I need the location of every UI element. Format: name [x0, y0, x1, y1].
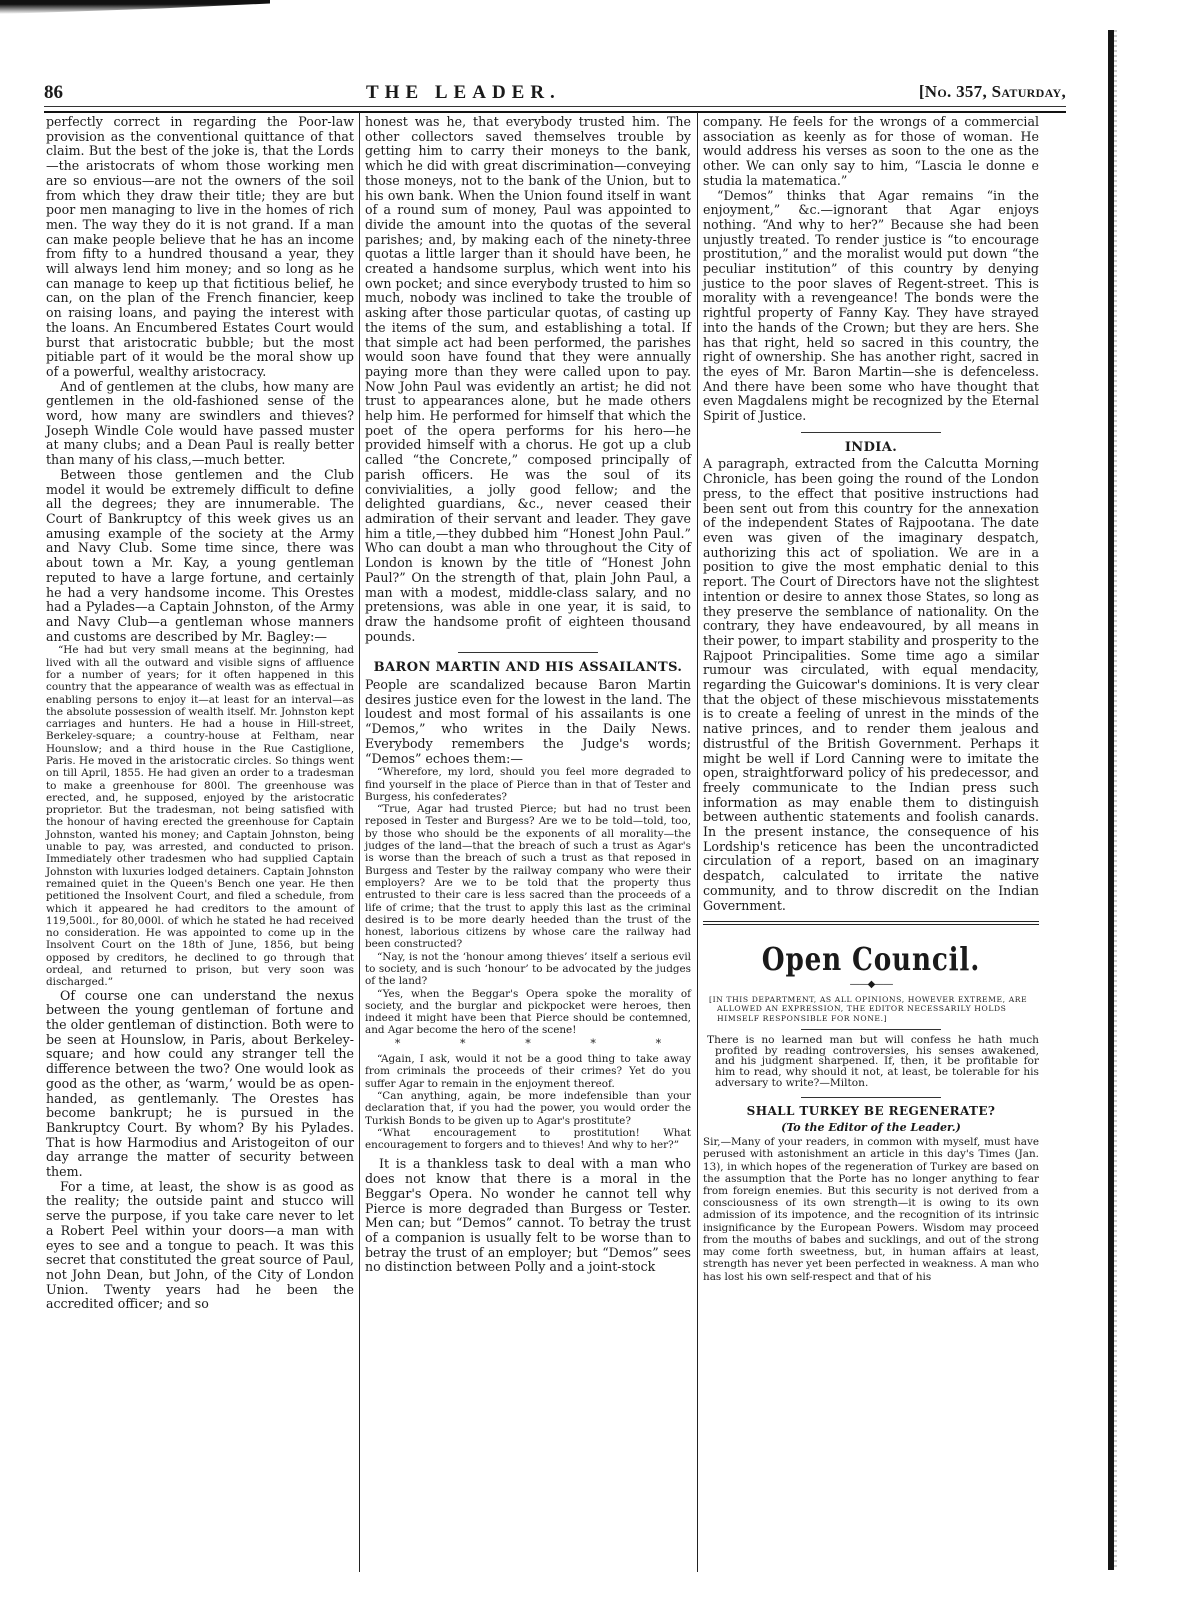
block-quote — [46, 644, 354, 988]
article-paragraph: “Demos” thinks that Agar remains “in the enjoyment,” &c.—ignorant that Agar enjoys nothing. “And why to her?” Because she had been unjustly treated. To render justice is “to encourage prostitution,” and the moralist would put down “the peculiar institution” of this country by denying justice to the poor slaves of Regent-street. This is morality with a revengeance! The bonds were the rightful property of Fanny Kay. They have strayed into the hands of the Crown; but they are hers. She has that right, held so sacred in this country, the right of ownership. She has another right, sacred in the eyes of Mr. Baron Martin—she is defenceless. And there have been some who have thought that even Magdalens might be recognized by the Eternal Spirit of Justice. — [703, 187, 1039, 424]
article-paragraph: Of course one can understand the nexus between the young gentleman of fortune and the older gentleman of distinction. Both were to be seen at Hounslow, in Paris, about Berkeley-square; and how could any stranger tell the difference between the two? One would look as good as the other, as ‘warm,’ would be as open-handed, as gentlemanly. The Orestes has become bankrupt; he is pursued in the Bankruptcy Court. By whom? By his Pylades. That is how Harmodius and Aristogeiton of our day arrange the matter of security between them. — [46, 987, 354, 1180]
quote-paragraph: “He had but very small means at the beginning, had lived with all the outward and visible signs of affluence for a number of years; for it often happened in this country that the appearance of wealth was as effectual in enabling persons to enjoy it—at least for an interval—as the absolute possession of wealth itself. Mr. Johnston kept carriages and hunters. He had a house in Hill-street, Berkeley-square; a country-house at Feltham, near Hounslow; and a third house in the Rue Castiglione, Paris. He moved in the aristocratic circles. So things went on till April, 1855. He had given an order to a tradesman to make a greenhouse for 800l. The greenhouse was erected, and, he supposed, enjoyed by the aristocratic proprietor. But the tradesman, not being satisfied with the honour of having erected the greenhouse for Captain Johnston, wanted his money; and Captain Johnston, being unable to pay, was arrested, and conducted to prison. Immediately other tradesmen who had supplied Captain Johnston with luxuries lodged detainers. Captain Johnston remained quiet in the Queen's Bench one year. He then petitioned the Insolvent Court, and filed a schedule, from which it appeared he had creditors to the amount of 119,500l., for 80,000l. of which he stated he had received no consideration. He was appointed to come up in the Insolvent Court on the 18th of June, 1856, but being opposed by creditors, he declined to go through that ordeal, and returned to prison, but very soon was discharged.” — [46, 644, 354, 989]
section-rule — [458, 652, 598, 653]
column-divider — [697, 112, 698, 1572]
quote-paragraph: “Yes, when the Beggar's Opera spoke the morality of society, and the burglar and pickpocket were heroes, then indeed it might have been that Pierce should be contemned, and Agar become the hero of the scene! — [365, 987, 691, 1037]
section-intro: People are scandalized because Baron Martin desires justice even for the lowest in the land. The loudest and most formal of his assailants is one “Demos,” who writes in the Daily News. Everybody remembers the Judge's words; “Demos” echoes them:— — [365, 677, 691, 766]
ornament-divider: ——◆—— — [849, 979, 893, 991]
article-paragraph: For a time, at least, the show is as good as the reality; the outside paint and stucco will serve the purpose, if you take care never to let a Robert Peel within your doors—a man with eyes to see and a tongue to peach. It was this secret that constituted the great source of Paul, not John Dean, but John, of the City of London Union. Twenty years had he been the accredited officer; and so — [46, 1178, 354, 1312]
open-council-title: Open Council. — [761, 940, 981, 979]
column-divider — [359, 112, 360, 1572]
quote-paragraph: “Wherefore, my lord, should you feel more degraded to find yourself in the place of Pierce than in that of Tester and Burgess, his confederates? — [365, 766, 691, 803]
block-quote — [365, 766, 691, 1151]
section-rule — [801, 432, 941, 433]
quote-paragraph: “What encouragement to prostitution! What encouragement to forgers and to thieves! And why to her?” — [365, 1126, 691, 1152]
quote-paragraph: “Nay, is not the ‘honour among thieves’ itself a serious evil to society, and is such ‘honour’ to be advocated by the judges of the land? — [365, 950, 691, 988]
letter-text: Sir,—Many of your readers, in common with myself, must have perused with astonishment an article in this day's Times (Jan. 13), in which hopes of the regeneration of Turkey are based on the assumption that the Porte has no longer anything to fear from foreign enemies. But this security is not derived from a consciousness of its own strength—it is owing to its own admission of its impotence, and the recognition of its intrinsic insignificance by the European Powers. Wisdom may proceed from the mouths of babes and sucklings, and out of the strong may come forth sweetness, but, in human affairs at least, strength has never yet been perfected in weakness. A man who has lost his own self-respect and that of his — [703, 1136, 1039, 1283]
quote-paragraph: “Again, I ask, would it not be a good thing to take away from criminals the proceeds of their crimes? Yet do you suffer Agar to remain in the enjoyment thereof. — [365, 1053, 691, 1090]
page-number: 86 — [44, 82, 63, 103]
section-rule — [801, 1029, 941, 1030]
column-2 — [365, 115, 691, 1275]
column-3 — [703, 115, 1039, 1283]
scan-artifact-corner — [0, 0, 270, 14]
masthead-rule — [44, 106, 1066, 113]
quote-paragraph: “True, Agar had trusted Pierce; but had no trust been reposed in Tester and Burgess? Are we to be told—told, too, by those who should be the exponents of all morality—the judges of the land—that the breach of such a trust as Agar's is worse than the breach of such a trust as that reposed in Burgess and Tester by the railway company who were their employers? Are we to be told that the property thus entrusted to their care is less sacred than the proceeds of a life of crime; that the trust to apply this last as the criminal desired is to be more dearly heeded than the trust of the honest, laborious citizens by whose care the railway had been constructed? — [365, 803, 691, 951]
scan-artifact-binding-shadow — [1114, 30, 1117, 1570]
section-double-rule — [703, 921, 1039, 925]
article-paragraph: company. He feels for the wrongs of a commercial association as keenly as for those of woman. He would address his verses as soon to the one as the other. We can only say to him, “Lascia le donne e studia la matematica.” — [703, 114, 1039, 188]
section-heading: BARON MARTIN AND HIS ASSAILANTS. — [373, 660, 683, 676]
article-paragraph: Between those gentlemen and the Club model it would be extremely difficult to define all the degrees; they are innumerable. The Court of Bankruptcy of this week gives us an amusing example of the society at the Army and Navy Club. Some time since, there was about town a Mr. Kay, a young gentleman reputed to have a large fortune, and certainly he had a very handsome income. This Orestes had a Pylades—a Captain Johnston, of the Army and Navy Club—a gentleman whose manners and customs are described by Mr. Bagley:— — [46, 466, 354, 644]
editorial-disclaimer: [IN THIS DEPARTMENT, AS ALL OPINIONS, HOWEVER EXTREME, ARE ALLOWED AN EXPRESSION, THE EDITOR NECESSARILY HOLDS HIMSELF RESPONSIBLE FOR NONE.] — [709, 995, 1028, 1023]
article-paragraph: perfectly correct in regarding the Poor-law provision as the conventional quittance of that claim. But the best of the joke is, that the Lords—the aristocrats of whom those working men are so envious—are not the owners of the soil from which they draw their title; they are but poor men managing to live in the homes of rich men. The way they do it is not grand. If a man can make people believe that he has an income from fifty to a hundred thousand a year, they will always lend him money; and so long as he can manage to keep up that fictitious belief, he can, on the plan of the French financier, keep on raising loans, and paying the interest with the loans. An Encumbered Estates Court would burst that aristocratic bubble; but the most pitiable part of it would be the moral show up of a powerful, wealthy aristocracy. — [46, 114, 354, 379]
article-paragraph: It is a thankless task to deal with a man who does not know that there is a moral in the Beggar's Opera. No wonder he cannot tell why Pierce is more degraded than Burgess or Tester. Men can; but “Demos” cannot. To betray the trust of a companion is usually felt to be worse than to betray the trust of an employer; but “Demos” sees no distinction between Polly and a joint-stock — [365, 1156, 691, 1275]
section-rule — [801, 1097, 941, 1098]
letter-subheading: (To the Editor of the Leader.) — [781, 1120, 961, 1134]
section-heading-india: INDIA. — [844, 439, 898, 455]
article-paragraph: And of gentlemen at the clubs, how many are gentlemen in the old-fashioned sense of the word, how many are swindlers and thieves? Joseph Windle Cole would have passed muster at many clubs; and a Dean Paul is really better than many of his class,—much better. — [46, 378, 354, 468]
letter-heading: SHALL TURKEY BE REGENERATE? — [746, 1103, 996, 1118]
milton-epigraph: There is no learned man but will confess he hath much profited by reading controversies, his senses awakened, and his judgment sharpened. If, then, it be profitable for him to read, why should it not, at least, be tolerable for his adversary to write?—Milton. — [707, 1033, 1039, 1090]
column-1 — [46, 115, 354, 1312]
issue-info: [No. 357, Saturday, — [918, 82, 1066, 101]
newspaper-title: THE LEADER. — [366, 82, 561, 103]
ellipsis-stars: * * * * * — [394, 1036, 662, 1050]
article-paragraph: A paragraph, extracted from the Calcutta Morning Chronicle, has been going the round of the London press, to the effect that positive instructions had been sent out from this country for the annexation of the independent States of Rajpootana. The date even was given of the imaginary despatch, authorizing this act of spoliation. We are in a position to give the most emphatic denial to this report. The Court of Directors have not the slightest intention or desire to annex those States, so long as they preserve the semblance of nationality. On the contrary, they have endeavoured, by all means in their power, to impart stability and prosperity to the Rajpoot Principalities. Some time ago a similar rumour was circulated, with equal mendacity, regarding the Guicowar's dominions. It is very clear that the object of these mischievous misstatements is to create a feeling of unrest in the minds of the native princes, and to render them jealous and distrustful of the British Government. Perhaps it might be well if Lord Canning were to imitate the open, straightforward policy of his predecessor, and freely communicate to the Indian press such information as may enable them to distinguish between authentic statements and foolish canards. In the present instance, the consequence of his Lordship's reticence has been the uncontradicted circulation of a report, based on an imaginary despatch, calculated to irritate the native community, and to throw discredit on the Indian Government. — [703, 456, 1039, 913]
quote-paragraph: “Can anything, again, be more indefensible than your declaration that, if you had the power, you would order the Turkish Bonds to be given up to Agar's prostitute? — [365, 1089, 691, 1127]
masthead — [44, 82, 1066, 104]
article-paragraph: honest was he, that everybody trusted him. The other collectors saved themselves trouble by getting him to carry their moneys to the bank, which he did with great discrimination—conveying those moneys, not to the bank of the Union, but to his own bank. When the Union found itself in want of a round sum of money, Paul was appointed to divide the amount into the quotas of the several parishes; and, by making each of the ninety-three quotas a little larger than it should have been, he created a handsome surplus, which went into his own pocket; and since everybody trusted to him so much, nobody was inclined to take the trouble of asking after those particular quotas, of casting up the items of the sum, and establishing a total. If that simple act had been performed, the parishes would soon have found that they were annually paying more than they were called upon to pay. Now John Paul was evidently an artist; he did not trust to appearances alone, but he made others help him. He performed for himself that which the poet of the opera performs for his hero—he provided himself with a chorus. He got up a club called “the Concrete,” composed principally of parish officers. He was the soul of its convivialities, a jolly good fellow; and the delighted guardians, &c., never ceased their admiration of their servant and leader. They gave him a title,—they dubbed him “Honest John Paul.” Who can doubt a man who throughout the City of London is known by the title of “Honest John Paul?” On the strength of that, plain John Paul, a man with a modest, middle-class salary, and no pretensions, was able in one year, it is said, to draw the handsome profit of eighteen thousand pounds. — [365, 114, 691, 644]
